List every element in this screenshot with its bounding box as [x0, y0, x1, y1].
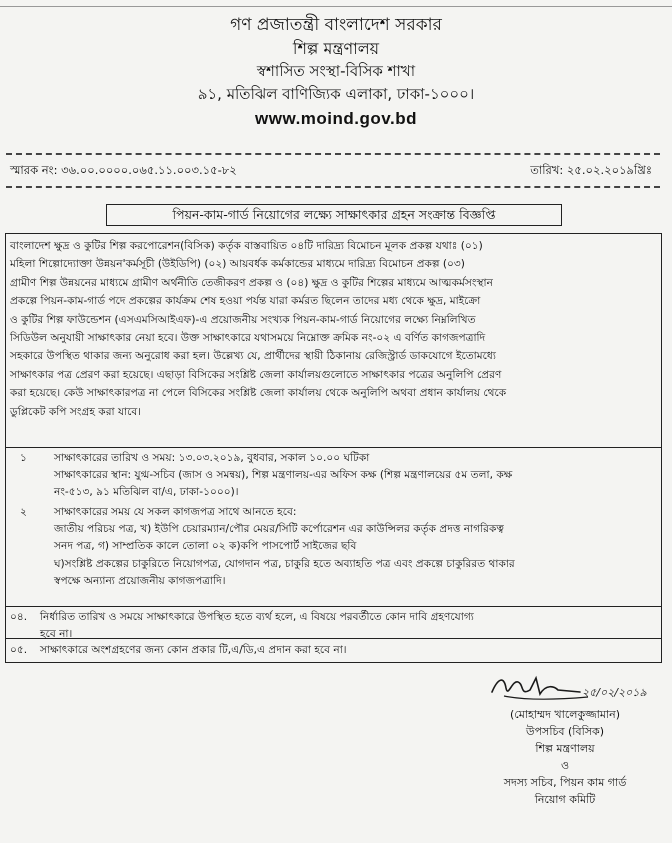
office-address: ৯১, মতিঝিল বাণিজ্যিক এলাকা, ঢাকা-১০০০।	[197, 85, 475, 103]
signature-date: ২৫/০২/২০১৯	[582, 686, 647, 699]
item-line: সাক্ষাৎকারের সময় যে সকল কাগজপত্র সাথে আনতে হবে:	[54, 506, 297, 518]
item-line: জাতীয় পরিচয় পত্র, খ) ইউপি চেয়ারম্যান/পৌর মেয়র/সিটি কর্পোরেশন এর কাউন্সিলর কর্তৃক প্রদত্ত নাগরিকত্ব	[54, 523, 504, 536]
paragraph-line: মহিলা শিল্পোদ্যোক্তা উন্নয়ন'কর্মসূচী (উইডিপি) (০২) আয়বর্ধক কর্মকান্ডের মাধ্যমে দারিদ্র্য বিমোচন প্রকল্প (০৩)	[10, 258, 465, 271]
dashed-divider-bottom	[6, 186, 660, 188]
item-line: হবে না।	[40, 628, 73, 641]
item-number: ০৫.	[10, 644, 28, 656]
paragraph-line: সিডিউল অনুযায়ী সাক্ষাৎকার নেয়া হবে। উক্ত সাক্ষাৎকারে যথাসময়ে নিম্নোক্ত ক্রমিক নং-০২ এ বর্ণিত কাগজপত্রাদি	[10, 332, 486, 345]
item-line: সাক্ষাৎকারে অংশগ্রহণের জন্য কোন প্রকার টি,এ/ডি,এ প্রদান করা হবে না।	[40, 644, 347, 656]
dashed-divider-top	[6, 153, 660, 155]
item-line: নির্ধারিত তারিখ ও সময়ে সাক্ষাৎকারে উপস্থিত হতে ব্যর্থ হলে, এ বিষয়ে পরবর্তীতে কোন দাবি গ্রহণযোগ্য	[40, 611, 474, 623]
signatory-name: (মোহাম্মদ খালেকুজ্জামান)	[509, 708, 621, 721]
signatory-details	[470, 706, 660, 808]
item-line: সাক্ষাৎকারের স্থান: যুগ্ম-সচিব (জাস ও সমন্বয়), শিল্প মন্ত্রণালয়-এর অফিস কক্ষ (শিল্প মন্ত্রণালয়ের ৫ম তলা, কক্ষ	[54, 469, 513, 482]
paragraph-line: গ্রামীণ শিল্প উন্নয়নের মাধ্যমে গ্রামীণ অর্থনীতি তেজীকরণ প্রকল্প ও (০৪) ক্ষুদ্র ও কুটির শিল্পের মাধ্যমে আত্মকর্মসংস্থান	[10, 276, 493, 289]
notice-body	[5, 233, 662, 663]
signature-block	[470, 670, 670, 840]
item-line: নং-৫১৩, ৯১ মতিঝিল বা/এ, ঢাকা-১০০০)।	[54, 486, 239, 499]
item-line: সনদ পত্র, গ) সাম্প্রতিক কালে তোলা ০২ ক)কপি পাসপোর্ট সাইজের ছবি	[54, 540, 357, 553]
reference-row	[10, 162, 660, 182]
item-number: ২	[20, 506, 27, 518]
item-number: ১	[20, 452, 27, 464]
top-rule	[0, 0, 672, 7]
signatory-ministry: শিল্প মন্ত্রণালয়	[535, 742, 595, 755]
section-divider	[6, 638, 661, 639]
paragraph-line: বাংলাদেশ ক্ষুদ্র ও কুটির শিল্প করপোরেশন(বিসিক) কর্তৃক বাস্তবায়িত ০৪টি দারিদ্র্য বিমোচন মূলক প্রকল্প যথাঃ (০১)	[10, 240, 483, 252]
paragraph-line: সহকারে উপস্থিত থাকার জন্য অনুরোধ করা হল। উল্লেখ্য যে, প্রার্থীদের স্থায়ী ঠিকানায় রেজিস্ট্রার্ড ডাকযোগে ইতোমধ্যে	[10, 350, 496, 363]
item-number: ০৪.	[10, 611, 28, 623]
body-paragraph	[10, 237, 656, 421]
paragraph-line: ও কুটির শিল্প ফাউন্ডেশন (এসএমসিআইএফ)-এ প্রয়োজনীয় সংখ্যক পিয়ন-কাম-গার্ড নিয়োগের লক্ষ্যে নিম্নলিখিত	[10, 313, 476, 326]
section-divider	[6, 447, 661, 448]
paragraph-line: প্রকল্পে পিয়ন-কাম-গার্ড পদে প্রকল্পের কার্যক্রম শেষ হওয়া পর্যন্ত যারা কর্মরত ছিলেন তাদের মধ্য থেকে ক্ষুদ্র, মাইক্রো	[10, 295, 481, 308]
letterhead	[0, 14, 672, 132]
item-line: ঘ)সংশ্লিষ্ট প্রকল্পের চাকুরিতে নিয়োগপত্র, যোগদান পত্র, চাকুরি হতে অব্যাহতি পত্র এবং প্রকল্পে চাকুরিরত থাকার	[54, 557, 515, 570]
item-line: স্বপক্ষে অন্যান্য প্রয়োজনীয় কাগজপত্রাদি।	[54, 574, 226, 587]
paragraph-line: করা হয়েছে। কেউ সাক্ষাৎকারপত্র না পেলে বিসিকের সংশ্লিষ্ট জেলা কার্যালয় থেকে অনুলিপি অথবা প্রধান কার্যালয় থেকে	[10, 387, 507, 400]
website-link[interactable]: www.moind.gov.bd	[255, 109, 417, 128]
signatory-committee: নিয়োগ কমিটি	[534, 793, 596, 806]
ministry-name: শিল্প মন্ত্রণালয়	[292, 39, 380, 58]
section-divider	[6, 606, 661, 607]
memo-date: তারিখ: ২৫.০২.২০১৯খ্রিঃ	[530, 163, 652, 177]
handwritten-signature	[484, 670, 654, 710]
paragraph-line: সাক্ষাৎকার পত্র প্রেরণ করা হয়েছে। এছাড়া বিসিকের সংশ্লিষ্ট জেলা কার্যালয়গুলোতে সাক্ষাৎকার পত্রের অনুলিপি প্রেরণ	[10, 368, 502, 381]
paragraph-line: ডুপ্লিকেট কপি সংগ্রহ করা যাবে।	[10, 405, 142, 418]
signatory-committee-role: সদস্য সচিব, পিয়ন কাম গার্ড	[503, 776, 627, 789]
signatory-conjunction: ও	[560, 759, 570, 772]
signatory-designation: উপসচিব (বিসিক)	[526, 725, 604, 738]
memo-number: স্মারক নং: ৩৬.০০.০০০০.০৬৫.১১.০০৩.১৫-৮২	[10, 163, 237, 177]
government-name: গণ প্রজাতন্ত্রী বাংলাদেশ সরকার	[230, 15, 442, 35]
notice-title: পিয়ন-কাম-গার্ড নিয়োগের লক্ষ্যে সাক্ষাৎকার গ্রহন সংক্রান্ত বিজ্ঞপ্তি	[106, 204, 562, 226]
item-line: সাক্ষাৎকারের তারিখ ও সময়: ১৩.০৩.২০১৯, বুধবার, সকাল ১০.০০ ঘটিকা	[54, 452, 370, 464]
wing-name: স্বশাসিত সংস্থা-বিসিক শাখা	[256, 62, 416, 80]
